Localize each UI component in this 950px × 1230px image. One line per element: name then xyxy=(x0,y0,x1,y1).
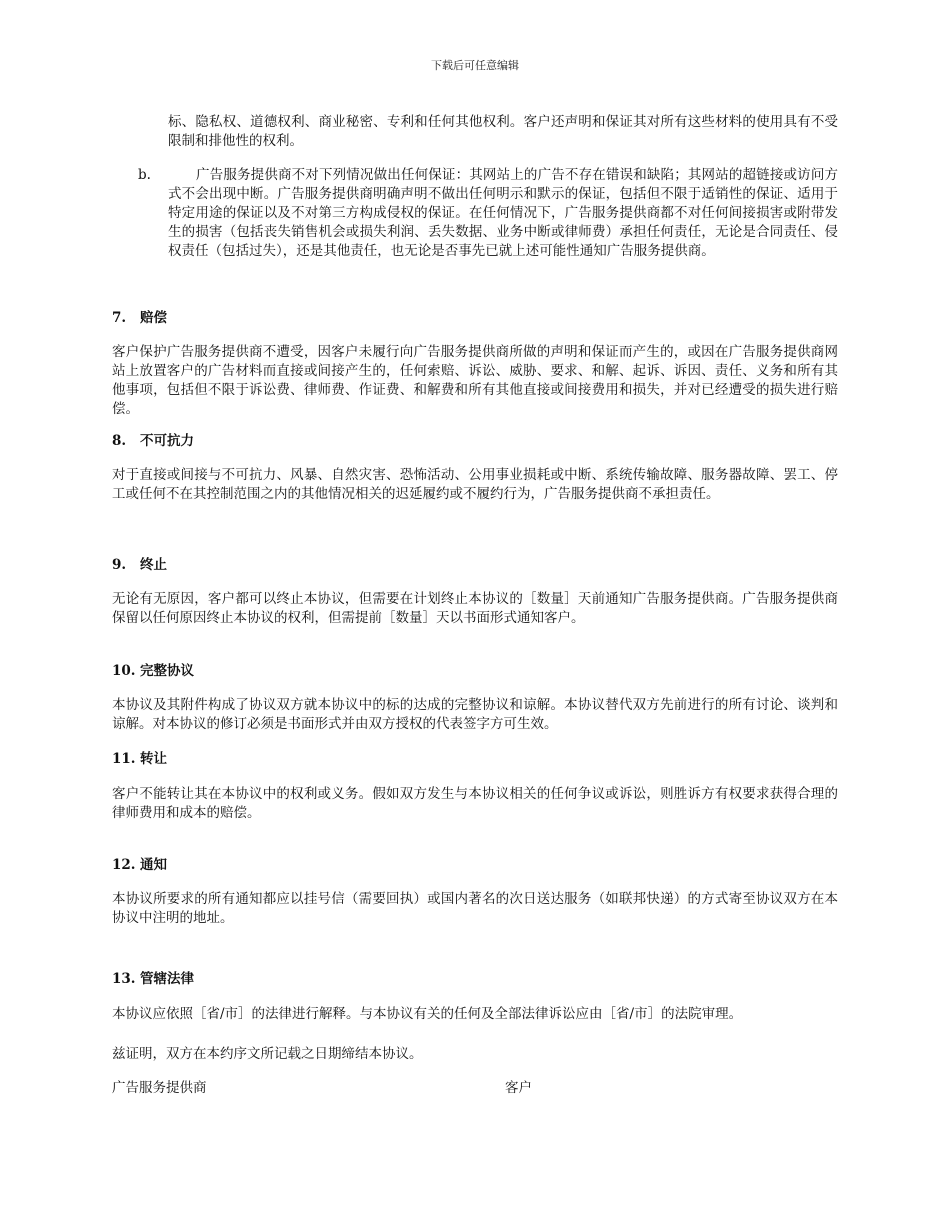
section-heading xyxy=(112,750,167,769)
closing-statement: 兹证明，双方在本约序文所记载之日期缔结本协议。 xyxy=(112,1046,423,1062)
page-header: 下载后可任意编辑 xyxy=(431,59,519,72)
section-heading xyxy=(112,970,194,989)
section-heading xyxy=(112,556,167,575)
section-body: 本协议所要求的所有通知都应以挂号信（需要回执）或国内著名的次日送达服务（如联邦快递）的方式寄至协议双方在本协议中注明的地址。 xyxy=(112,891,838,926)
section-title: 不可抗力 xyxy=(140,433,194,449)
section-number: 10. xyxy=(112,663,136,679)
section-body: 客户保护广告服务提供商不遭受，因客户未履行向广告服务提供商所做的声明和保证而产生的，或因在广告服务提供商网站上放置客户的广告材料而直接或间接产生的，任何索赔、诉讼、威胁、要求、和解、起诉、诉因、责任、义务和所有其他事项，包括但不限于诉讼费、律师费、作证费、和解费和所有其他直接或间接费用和损失，并对已经遭受的损失进行赔偿。 xyxy=(112,344,838,417)
section-body: 对于直接或间接与不可抗力、风暴、自然灾害、恐怖活动、公用事业损耗或中断、系统传输故障、服务器故障、罢工、停工或任何不在其控制范围之内的其他情况相关的迟延履约或不履约行为，广告服务提供商不承担责任。 xyxy=(112,467,838,502)
signature-client: 客户 xyxy=(505,1080,532,1096)
section-heading xyxy=(112,856,167,875)
section-title: 管辖法律 xyxy=(140,971,194,987)
section-heading xyxy=(112,309,167,328)
section-number: 12. xyxy=(112,857,136,873)
section-body: 客户不能转让其在本协议中的权利或义务。假如双方发生与本协议相关的任何争议或诉讼，则胜诉方有权要求获得合理的律师费用和成本的赔偿。 xyxy=(112,786,838,821)
section-number: 9. xyxy=(112,557,127,573)
item-b-marker: b. xyxy=(138,167,151,183)
section-number: 7. xyxy=(112,310,127,326)
section-title: 完整协议 xyxy=(140,663,194,679)
section-body: 本协议应依照［省/市］的法律进行解释。与本协议有关的任何及全部法律诉讼应由［省/市］的法院审理。 xyxy=(112,1006,743,1022)
section-title: 通知 xyxy=(140,857,167,873)
section-number: 11. xyxy=(112,751,136,767)
section-heading xyxy=(112,432,194,451)
section-title: 转让 xyxy=(140,751,167,767)
section-title: 赔偿 xyxy=(140,310,167,326)
signature-provider: 广告服务提供商 xyxy=(112,1080,207,1096)
section-number: 8. xyxy=(112,433,127,449)
section-body: 本协议及其附件构成了协议双方就本协议中的标的达成的完整协议和谅解。本协议替代双方先前进行的所有讨论、谈判和谅解。对本协议的修订必须是书面形式并由双方授权的代表签字方可生效。 xyxy=(112,697,838,732)
section-body: 无论有无原因，客户都可以终止本协议，但需要在计划终止本协议的［数量］天前通知广告服务提供商。广告服务提供商保留以任何原因终止本协议的权利，但需提前［数量］天以书面形式通知客户。 xyxy=(112,591,838,626)
section-title: 终止 xyxy=(140,557,167,573)
item-b-text: 广告服务提供商不对下列情况做出任何保证：其网站上的广告不存在错误和缺陷；其网站的超链接或访问方式不会出现中断。广告服务提供商明确声明不做出任何明示和默示的保证，包括但不限于适销性的保证、适用于特定用途的保证以及不对第三方构成侵权的保证。在任何情况下，广告服务提供商都不对任何间接损害或附带发生的损害（包括丧失销售机会或损失利润、丢失数据、业务中断或律师费）承担任何责任，无论是合同责任、侵权责任（包括过失），还是其他责任，也无论是否事先已就上述可能性通知广告服务提供商。 xyxy=(168,167,838,259)
continued-paragraph: 标、隐私权、道德权利、商业秘密、专利和任何其他权利。客户还声明和保证其对所有这些材料的使用具有不受限制和排他性的权利。 xyxy=(168,114,838,149)
section-number: 13. xyxy=(112,971,136,987)
section-heading xyxy=(112,662,194,681)
